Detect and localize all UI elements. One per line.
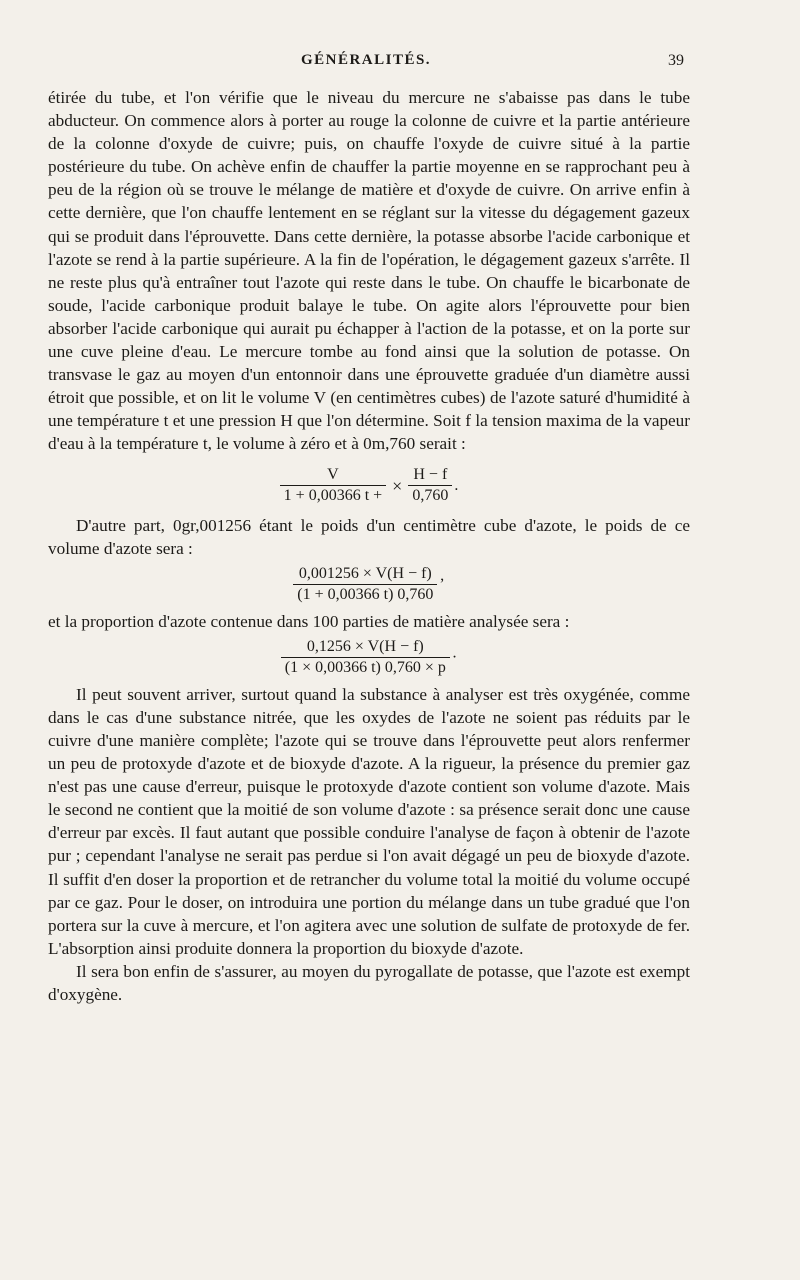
multiply-sign: × [392,475,403,496]
paragraph-1: étirée du tube, et l'on vérifie que le niveau du mercure ne s'abaisse pas dans le tube abducteur. On commence alors à porter au rouge la colonne de cuivre et la partie antérieure de la colonne d'oxyde de cuivre; puis, on chauffe l'oxyde de cuivre situé à la partie postérieure du tube. On achève enfin de chauffer la partie moyenne en se rapprochant peu à peu de la région où se trouve le mélange de matière et d'oxyde de cuivre. On arrive enfin à cette dernière, que l'on chauffe lentement en se réglant sur la vitesse du dégagement gazeux qui se produit dans l'éprouvette. Dans cette dernière, la potasse absorbe l'acide carbonique et l'azote se rend à la partie supérieure. A la fin de l'opération, le dégagement gazeux s'arrête. Il ne reste plus qu'à entraîner tout l'azote qui reste dans le tube. On chauffe le bicarbonate de soude, l'acide carbonique produit balaye le tube. On agite alors l'éprouvette pour bien absorber l'acide carbonique qui aurait pu échapper à l'action de la potasse, et on la porte sur une cuve pleine d'eau. Le mercure tombe au fond ainsi que la solution de potasse. On transvase le gaz au moyen d'un entonnoir dans une éprouvette graduée d'un diamètre aussi étroit que possible, et on lit le volume V (en centimètres cubes) de l'azote saturé d'humidité à une température t et une pression H que l'on détermine. Soit f la tension maxima de la vapeur d'eau à la température t, le volume à zéro et à 0m,760 serait : [48,88,690,454]
formula-2-denominator: (1 + 0,00366 t) 0,760 [293,584,437,605]
formula-3-numerator: 0,1256 × V(H − f) [306,638,424,656]
running-title: GÉNÉRALITÉS. [300,52,432,68]
body-text [48,86,690,1006]
formula-1-numerator: V [327,466,339,483]
page-number: 39 [668,52,684,69]
fraction-volume [280,465,387,506]
paragraph-3: et la proportion d'azote contenue dans 100 parties de matière analysée sera : [48,611,570,631]
paragraph-4: Il peut souvent arriver, surtout quand la substance à analyser est très oxygénée, comme dans le cas d'une substance nitrée, que les oxydes de l'azote ne soient pas réduits par le cuivre d'une manière complète; l'azote qui se trouve dans l'éprouvette peut alors renfermer un peu de protoxyde d'azote et de bioxyde d'azote. A la rigueur, la présence du premier gaz n'est pas une cause d'erreur, puisque le protoxyde d'azote contient son volume d'azote. Mais le second ne contient que la moitié de son volume d'azote : sa présence serait donc une cause d'erreur par excès. Il faut autant que possible conduire l'analyse de façon à obtenir de l'azote pur ; cependant l'analyse ne serait pas perdue si l'on avait dégagé un peu de bioxyde d'azote. Il suffit d'en doser la proportion et de retrancher du volume total la moitié du volume occupé par ce gaz. Pour le doser, on introduira une portion du mélange dans un tube gradué que l'on portera sur la cuve à mercure, et l'on agitera avec une solution de sulfate de protoxyde de fer. L'absorption ainsi produite donnera la proportion du bioxyde d'azote. [48,684,690,958]
formula-2-punctuation: ’ [439,575,445,593]
paragraph-5: Il sera bon enfin de s'assurer, au moyen du pyrogallate de potasse, que l'azote est exempt d'oxygène. [48,961,690,1004]
formula-3-punctuation: · [451,648,458,666]
formula-1-denominator: 1 + 0,00366 t + [280,485,387,506]
formula-proportion [48,635,690,681]
fraction-pressure [408,465,452,506]
formula-3-denominator: (1 × 0,00366 t) 0,760 × p [281,657,450,678]
formula-2-numerator: 0,001256 × V(H − f) [298,565,432,583]
formula-1-pressure-denominator: 0,760 [408,485,452,506]
fraction-weight [293,564,437,605]
formula-1-punctuation: . [454,476,459,494]
formula-weight [48,562,690,608]
page-header [48,52,684,76]
paragraph-2: D'autre part, 0gr,001256 étant le poids d'un centimètre cube d'azote, le poids de ce volume d'azote sera : [48,515,690,558]
formula-1-pressure-numerator: H − f [413,466,448,483]
fraction-proportion [281,637,450,678]
formula-volume [48,460,690,512]
